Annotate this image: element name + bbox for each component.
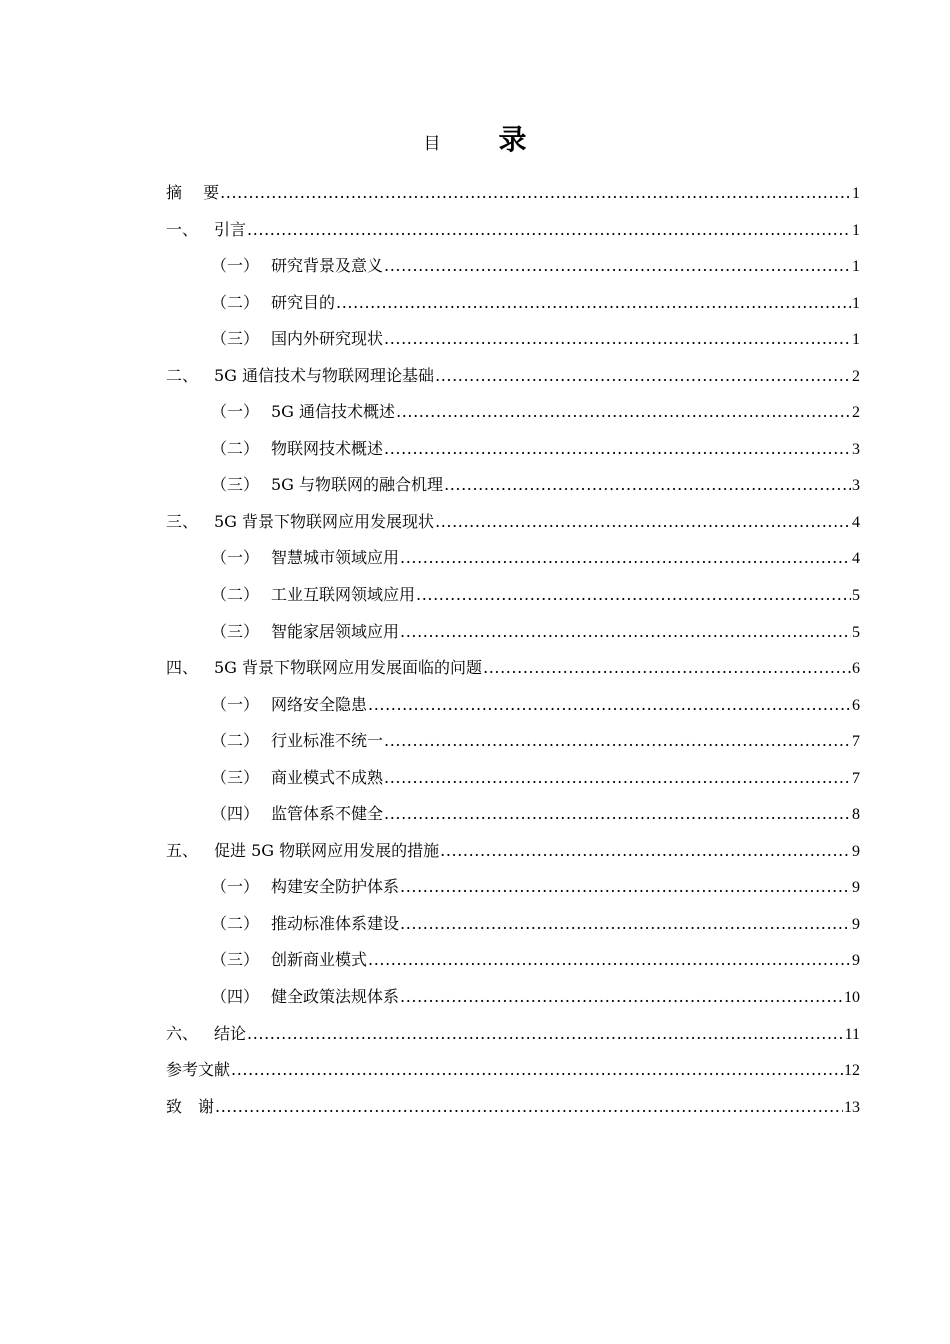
toc-entry[interactable] (166, 1089, 860, 1126)
toc-entry-label: 构建安全防护体系 (271, 877, 400, 897)
toc-entry-page: 4 (852, 513, 860, 531)
toc-entry[interactable] (166, 906, 860, 943)
toc-entry[interactable] (166, 1052, 860, 1089)
toc-entry-number: （一） (211, 548, 260, 568)
toc-entry-page: 1 (852, 221, 860, 239)
toc-leader-dots (400, 614, 851, 651)
toc-entry-label: 促进 5G 物联网应用发展的措施 (214, 840, 440, 860)
toc-leader-dots (231, 1052, 843, 1089)
toc-leader-dots (444, 467, 851, 504)
toc-entry-label: 推动标准体系建设 (271, 913, 400, 933)
toc-entry[interactable] (166, 285, 860, 322)
toc-entry[interactable] (166, 942, 860, 979)
toc-entry-number: 四、 (166, 658, 199, 678)
toc-entry-page: 9 (852, 952, 860, 970)
toc-entry-label: 商业模式不成熟 (271, 767, 384, 787)
toc-entry[interactable] (166, 321, 860, 358)
toc-title-char-2: 录 (498, 123, 527, 156)
toc-entry-label: 物联网技术概述 (271, 438, 384, 458)
toc-entry-page: 1 (852, 258, 860, 276)
toc-title (0, 122, 950, 158)
toc-entry[interactable] (166, 760, 860, 797)
toc-leader-dots (384, 760, 851, 797)
toc-entry-label: 5G 与物联网的融合机理 (271, 475, 444, 495)
toc-entry[interactable] (166, 833, 860, 870)
toc-entry-page: 3 (852, 440, 860, 458)
toc-entry-number: （二） (211, 913, 260, 933)
toc-leader-dots (400, 869, 851, 906)
toc-entry-page: 7 (852, 733, 860, 751)
toc-entry-number: （二） (211, 292, 260, 312)
toc-leader-dots (215, 1089, 843, 1126)
toc-entry-number: （二） (211, 585, 260, 605)
toc-entry-number: （三） (211, 329, 260, 349)
toc-entry-page: 1 (852, 294, 860, 312)
toc-entry[interactable] (166, 614, 860, 651)
toc-entry-page: 2 (852, 367, 860, 385)
toc-leader-dots (368, 687, 851, 724)
toc-entry[interactable] (166, 577, 860, 614)
toc-leader-dots (435, 504, 851, 541)
toc-leader-dots (400, 906, 851, 943)
toc-entry-number: （三） (211, 621, 260, 641)
toc-entry[interactable] (166, 175, 860, 212)
toc-entry-number: （四） (211, 987, 260, 1007)
toc-entry-page: 5 (852, 587, 860, 605)
toc-leader-dots (435, 358, 851, 395)
toc-entry-page: 6 (852, 696, 860, 714)
toc-entry-label: 5G 通信技术概述 (271, 402, 396, 422)
toc-entry-number: （一） (211, 877, 260, 897)
toc-entry-label: 引言 (214, 219, 247, 239)
toc-entry-number: （三） (211, 950, 260, 970)
toc-leader-dots (440, 833, 851, 870)
toc-entry-label: 健全政策法规体系 (271, 987, 400, 1007)
toc-entry-label: 致 谢 (166, 1096, 215, 1116)
toc-entry-label: 智能家居领域应用 (271, 621, 400, 641)
toc-leader-dots (336, 285, 851, 322)
toc-entry[interactable] (166, 358, 860, 395)
toc-entry[interactable] (166, 504, 860, 541)
toc-entry-number: 二、 (166, 365, 199, 385)
toc-entry-page: 5 (852, 623, 860, 641)
toc-entry-page: 13 (844, 1098, 860, 1116)
toc-entry-label: 监管体系不健全 (271, 804, 384, 824)
toc-entry-page: 6 (852, 660, 860, 678)
toc-entry[interactable] (166, 1016, 860, 1053)
toc-entry[interactable] (166, 540, 860, 577)
toc-entry[interactable] (166, 796, 860, 833)
toc-entry-label: 5G 背景下物联网应用发展面临的问题 (214, 658, 483, 678)
toc-entry-page: 8 (852, 806, 860, 824)
toc-leader-dots (247, 1016, 844, 1053)
toc-leader-dots (396, 394, 851, 431)
toc-entry-page: 4 (852, 550, 860, 568)
toc-leader-dots (483, 650, 851, 687)
toc-leader-dots (400, 540, 851, 577)
toc-entry-number: （一） (211, 402, 260, 422)
toc-entry-page: 11 (844, 1025, 860, 1043)
toc-entry-page: 7 (852, 769, 860, 787)
toc-entry[interactable] (166, 869, 860, 906)
toc-entry-page: 2 (852, 404, 860, 422)
toc-entry-number: （二） (211, 731, 260, 751)
toc-entry[interactable] (166, 394, 860, 431)
toc-entry-label: 智慧城市领域应用 (271, 548, 400, 568)
toc-entry[interactable] (166, 687, 860, 724)
toc-entry-page: 9 (852, 879, 860, 897)
toc-entry-number: 五、 (166, 840, 199, 860)
toc-leader-dots (384, 321, 851, 358)
toc-entry-label: 创新商业模式 (271, 950, 368, 970)
toc-entry-label: 参考文献 (166, 1060, 231, 1080)
toc-leader-dots (384, 248, 851, 285)
toc-entry-number: （一） (211, 256, 260, 276)
toc-entry-number: （二） (211, 438, 260, 458)
toc-entry-page: 9 (852, 842, 860, 860)
toc-entry[interactable] (166, 431, 860, 468)
toc-entry-number: （一） (211, 694, 260, 714)
toc-leader-dots (247, 212, 851, 249)
toc-entry-label: 行业标准不统一 (271, 731, 384, 751)
toc-entry[interactable] (166, 979, 860, 1016)
toc-entry-page: 12 (844, 1062, 860, 1080)
toc-entry[interactable] (166, 723, 860, 760)
toc-leader-dots (384, 723, 851, 760)
toc-entry-label: 5G 通信技术与物联网理论基础 (214, 365, 435, 385)
toc-entry-label: 结论 (214, 1023, 247, 1043)
toc-leader-dots (384, 796, 851, 833)
toc-entry-label: 研究目的 (271, 292, 336, 312)
toc-entry-page: 9 (852, 915, 860, 933)
toc-entry-number: （三） (211, 475, 260, 495)
toc-entry-label: 摘 要 (166, 183, 220, 202)
toc-leader-dots (220, 175, 851, 212)
toc-entry-page: 1 (852, 185, 860, 202)
toc-title-char-1: 目 (423, 134, 441, 154)
toc-entry-number: 一、 (166, 219, 199, 239)
toc-entry-label: 网络安全隐患 (271, 694, 368, 714)
toc-entry-number: 六、 (166, 1023, 199, 1043)
toc-entry[interactable] (166, 212, 860, 249)
toc-leader-dots (416, 577, 851, 614)
toc-entry-label: 国内外研究现状 (271, 329, 384, 349)
toc-entry[interactable] (166, 650, 860, 687)
toc-entry-label: 5G 背景下物联网应用发展现状 (214, 511, 435, 531)
toc-entry-label: 研究背景及意义 (271, 256, 384, 276)
toc-leader-dots (368, 942, 851, 979)
toc-entry-number: （三） (211, 767, 260, 787)
toc-list (166, 175, 860, 1125)
toc-entry-number: （四） (211, 804, 260, 824)
toc-entry[interactable] (166, 467, 860, 504)
toc-entry[interactable] (166, 248, 860, 285)
toc-entry-page: 3 (852, 477, 860, 495)
toc-entry-page: 10 (844, 989, 860, 1007)
toc-entry-page: 1 (852, 331, 860, 349)
toc-entry-number: 三、 (166, 511, 199, 531)
toc-leader-dots (400, 979, 843, 1016)
toc-leader-dots (384, 431, 851, 468)
toc-entry-label: 工业互联网领域应用 (271, 585, 416, 605)
